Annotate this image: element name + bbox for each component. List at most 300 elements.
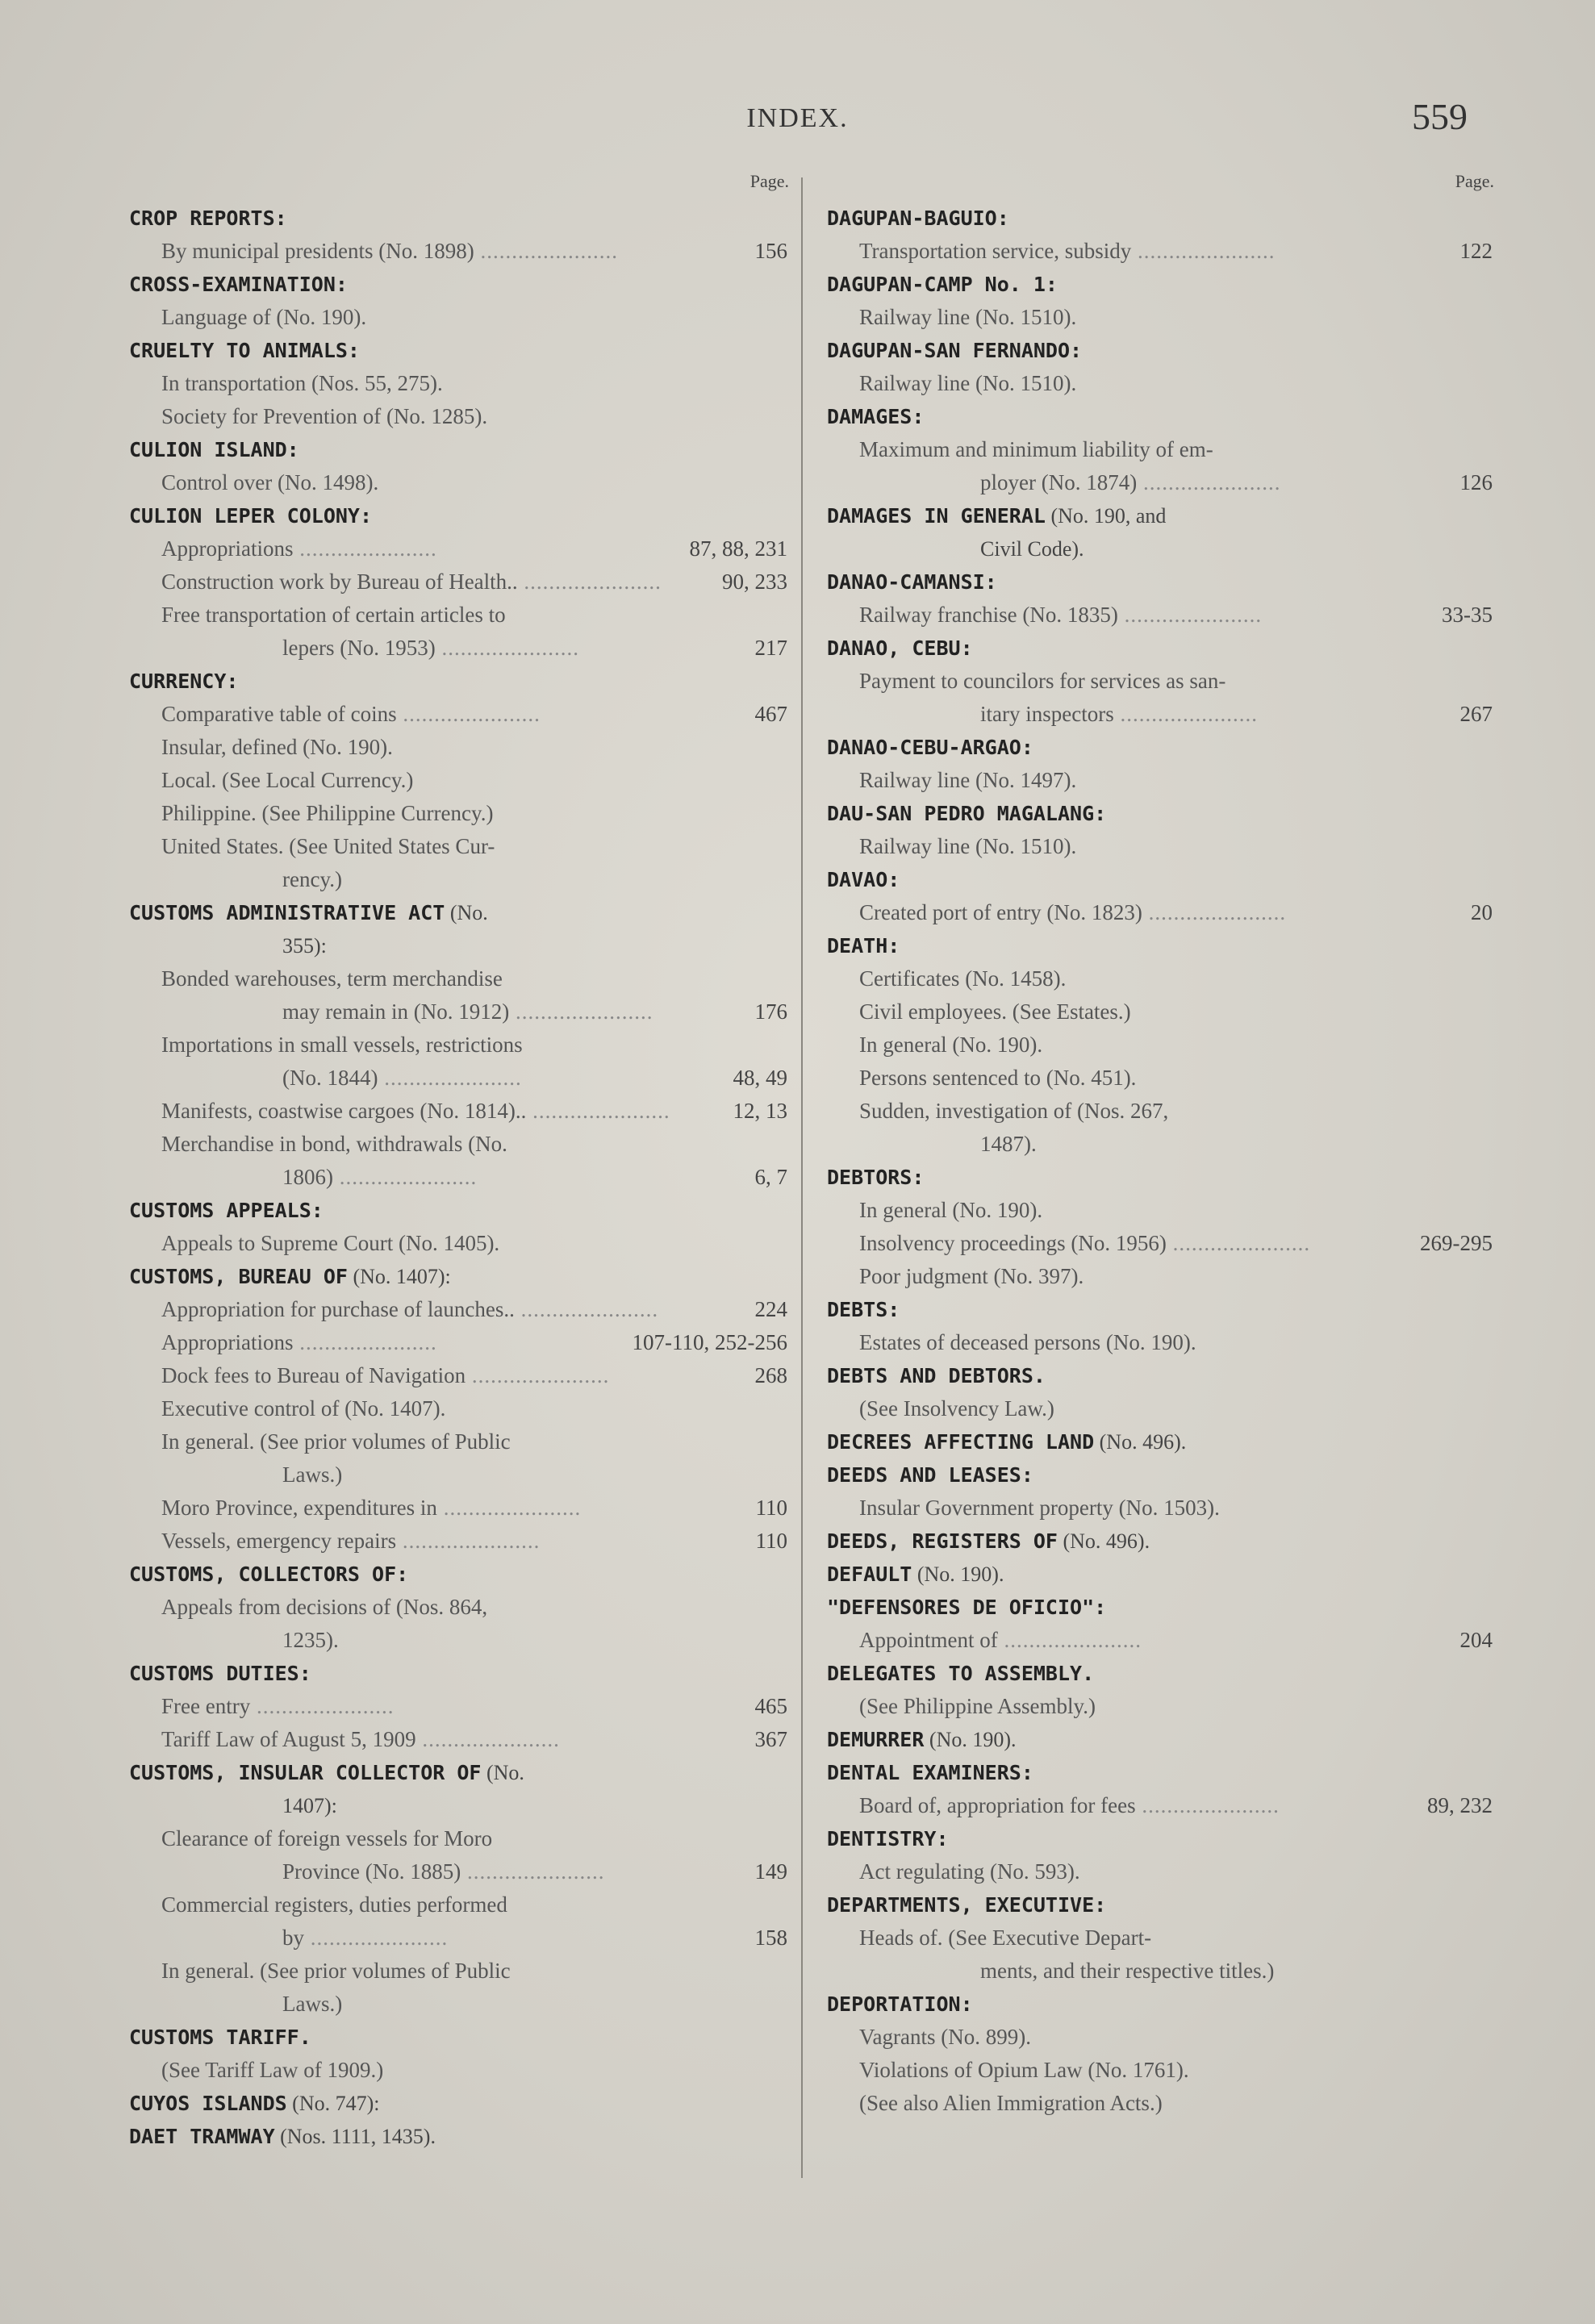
index-entry (827, 1756, 1509, 1822)
sub-entry-page: 89, 232 (1427, 1793, 1493, 1817)
index-entry (827, 268, 1509, 334)
sub-entry-line: Transportation service, subsidy ..... (859, 235, 1424, 268)
sub-entry (827, 1921, 1509, 1988)
sub-entry-line: In general. (See prior volumes of Public (161, 1959, 511, 1983)
index-entry (827, 632, 1509, 731)
sub-entry (129, 1425, 804, 1492)
index-entry (827, 1657, 1509, 1723)
index-entry (827, 863, 1509, 929)
sub-entry (827, 896, 1509, 929)
entry-heading (827, 334, 1509, 367)
sub-entry (129, 797, 804, 830)
sub-entry-line: Insolvency proceedings (No. 1956) ..... (859, 1227, 1424, 1260)
sub-entry-continuation: Province (No. 1885) ..... (161, 1855, 726, 1888)
index-entry (827, 1458, 1509, 1525)
sub-entry (129, 1227, 804, 1260)
sub-entry-line: Board of, appropriation for fees ..... (859, 1789, 1424, 1822)
sub-entry (827, 599, 1509, 632)
entry-heading (129, 1558, 804, 1591)
entry-heading-text: DEPORTATION: (827, 1992, 973, 2016)
entry-heading (827, 1657, 1509, 1690)
sub-entry (129, 731, 804, 764)
sub-entry-text (859, 665, 1424, 731)
sub-entry-line: Appeals from decisions of (Nos. 864, (161, 1595, 488, 1619)
index-entry (827, 731, 1509, 797)
entry-heading-text: DEBTS AND DEBTORS. (827, 1364, 1046, 1387)
sub-entry-text (859, 1260, 1472, 1293)
entry-heading (129, 2087, 804, 2120)
index-entry (129, 2021, 804, 2087)
sub-entry-text (859, 995, 1472, 1028)
sub-entry (129, 367, 804, 400)
index-entry (129, 268, 804, 334)
entry-heading-text: CULION LEPER COLONY: (129, 504, 373, 528)
index-entry (129, 1260, 804, 1558)
index-entry (827, 1558, 1509, 1591)
page-column-label: Page. (749, 171, 789, 191)
sub-entry-page: 217 (754, 636, 787, 660)
sub-entry (129, 2054, 804, 2087)
sub-entry-line: Construction work by Bureau of Health.. ..... (161, 565, 726, 599)
sub-entry (827, 1624, 1509, 1657)
sub-entry-continuation: rency.) (282, 867, 342, 891)
sub-entry (129, 1723, 804, 1756)
sub-entry (129, 1128, 804, 1194)
index-entry (129, 334, 804, 433)
sub-entry-page: 467 (754, 702, 787, 726)
left-entries (129, 202, 804, 2153)
entry-heading-text: DEPARTMENTS, EXECUTIVE: (827, 1893, 1107, 1917)
entry-heading-text: CURRENCY: (129, 670, 239, 693)
sub-entry (129, 1822, 804, 1888)
sub-entry-text (161, 1525, 726, 1558)
index-entry (129, 896, 804, 1194)
entry-heading (129, 1756, 804, 1789)
sub-entry-continuation: by ..... (161, 1921, 726, 1955)
sub-entry-page: 107-110, 252-256 (632, 1330, 787, 1354)
sub-entry (129, 1888, 804, 1955)
entry-heading (129, 202, 804, 235)
sub-entry (827, 1789, 1509, 1822)
sub-entry-line: Bonded warehouses, term merchandise (161, 966, 503, 991)
sub-entry-line: By municipal presidents (No. 1898) ..... (161, 235, 726, 268)
entry-heading (827, 1558, 1509, 1591)
sub-entry-line: Railway line (No. 1510). (859, 305, 1077, 329)
sub-entry-text (161, 1227, 775, 1260)
sub-entry-line: Violations of Opium Law (No. 1761). (859, 2058, 1189, 2082)
entry-heading-text: DEFAULT (827, 1563, 912, 1586)
sub-entry-continuation: itary inspectors ..... (859, 698, 1424, 731)
entry-heading-text: DEEDS, REGISTERS OF (827, 1529, 1058, 1553)
entry-heading-note: (No. 190, and (1045, 504, 1167, 528)
sub-entry-text (859, 830, 1472, 863)
index-entry (827, 1293, 1509, 1359)
sub-entry-line: Estates of deceased persons (No. 190). (859, 1330, 1196, 1354)
index-entry (827, 1425, 1509, 1458)
sub-entry-line: Poor judgment (No. 397). (859, 1264, 1084, 1288)
entry-heading (827, 565, 1509, 599)
entry-heading-text: DANAO-CAMANSI: (827, 570, 997, 594)
sub-entry-line: Tariff Law of August 5, 1909 ..... (161, 1723, 726, 1756)
sub-entry (827, 995, 1509, 1028)
sub-entry (827, 764, 1509, 797)
sub-entry (827, 1260, 1509, 1293)
sub-entry-text (161, 764, 775, 797)
sub-entry-continuation: ployer (No. 1874) ..... (859, 466, 1424, 499)
sub-entry-text (161, 2054, 775, 2087)
sub-entry-line: Manifests, coastwise cargoes (No. 1814).. ..... (161, 1095, 726, 1128)
sub-entry (129, 962, 804, 1028)
sub-entry-text (161, 1492, 726, 1525)
sub-entry-page: 176 (754, 999, 787, 1024)
sub-entry (129, 1326, 804, 1359)
sub-entry-page: 268 (754, 1363, 787, 1387)
sub-entry (827, 1062, 1509, 1095)
sub-entry-text (161, 1690, 726, 1723)
sub-entry-text (161, 1359, 726, 1392)
sub-entry (129, 532, 804, 565)
index-entry (129, 2087, 804, 2120)
index-entry (827, 565, 1509, 632)
index-entry (827, 929, 1509, 1161)
sub-entry-text (859, 1194, 1472, 1227)
sub-entry (129, 400, 804, 433)
sub-entry (827, 235, 1509, 268)
sub-entry-line: Executive control of (No. 1407). (161, 1396, 446, 1421)
sub-entry (129, 1028, 804, 1095)
sub-entry-line: Local. (See Local Currency.) (161, 768, 414, 792)
index-entry (827, 1359, 1509, 1425)
entry-heading (129, 2120, 804, 2153)
sub-entry-line: Philippine. (See Philippine Currency.) (161, 801, 494, 825)
sub-entry-continuation: 1235). (282, 1628, 339, 1652)
sub-entry-line: Certificates (No. 1458). (859, 966, 1067, 991)
entry-heading (129, 268, 804, 301)
sub-entry-text (161, 1723, 726, 1756)
sub-entry-text (161, 698, 726, 731)
sub-entry-text (859, 433, 1424, 499)
sub-entry (827, 1855, 1509, 1888)
entry-heading-note: (No. 190). (924, 1728, 1017, 1751)
sub-entry-text (161, 565, 726, 599)
sub-entry-line: Persons sentenced to (No. 451). (859, 1066, 1137, 1090)
entry-heading-text: CUSTOMS ADMINISTRATIVE ACT (129, 901, 445, 924)
entry-heading-text: CRUELTY TO ANIMALS: (129, 339, 360, 362)
sub-entry-text (859, 1227, 1424, 1260)
entry-heading-text: CULION ISLAND: (129, 438, 299, 461)
sub-entry-text (161, 1293, 726, 1326)
right-column (827, 171, 1509, 2120)
entry-heading (129, 665, 804, 698)
index-entry (827, 1161, 1509, 1293)
index-entry (827, 334, 1509, 400)
sub-entry-page: 122 (1459, 239, 1493, 263)
sub-entry-line: Maximum and minimum liability of em- (859, 437, 1213, 461)
sub-entry (129, 301, 804, 334)
sub-entry-text (161, 1955, 775, 2021)
sub-entry-line: Railway line (No. 1510). (859, 371, 1077, 395)
sub-entry-text (859, 1062, 1472, 1095)
sub-entry-text (161, 797, 775, 830)
sub-entry-continuation: Laws.) (282, 1462, 343, 1487)
entry-heading (827, 202, 1509, 235)
sub-entry (129, 830, 804, 896)
page-header-title: INDEX. (746, 103, 849, 133)
entry-heading-note: (No. (445, 901, 488, 924)
sub-entry-continuation: (No. 1844) ..... (161, 1062, 726, 1095)
sub-entry-page: 20 (1471, 900, 1493, 924)
entry-heading-text: "DEFENSORES DE OFICIO": (827, 1596, 1107, 1619)
sub-entry-text (161, 1392, 775, 1425)
sub-entry-text (161, 1028, 726, 1095)
sub-entry-text (161, 1591, 775, 1657)
sub-entry (129, 1955, 804, 2021)
page-number: 559 (1412, 96, 1468, 137)
sub-entry-text (859, 1028, 1472, 1062)
sub-entry (827, 665, 1509, 731)
sub-entry-text (859, 1095, 1472, 1161)
sub-entry-page: 48, 49 (733, 1066, 787, 1090)
entry-heading (827, 499, 1509, 532)
entry-heading-text: DAGUPAN-SAN FERNANDO: (827, 339, 1083, 362)
entry-heading-note: (No. 496). (1094, 1430, 1187, 1454)
index-entry (129, 499, 804, 665)
sub-entry-line: Railway line (No. 1497). (859, 768, 1077, 792)
entry-heading (129, 1194, 804, 1227)
entry-heading-text: DAGUPAN-BAGUIO: (827, 207, 1009, 230)
sub-entry-line: Railway franchise (No. 1835) ..... (859, 599, 1424, 632)
entry-heading-text: DAVAO: (827, 868, 900, 891)
sub-entry-line: Comparative table of coins ..... (161, 698, 726, 731)
entry-heading-text: DEATH: (827, 934, 900, 958)
entry-heading-text: DAMAGES IN GENERAL (827, 504, 1046, 528)
sub-entry (827, 962, 1509, 995)
sub-entry (129, 1095, 804, 1128)
sub-entry (827, 1194, 1509, 1227)
entry-heading-text: DEBTS: (827, 1298, 900, 1321)
sub-entry-text (161, 301, 775, 334)
sub-entry-text (859, 764, 1472, 797)
sub-entry (827, 1028, 1509, 1062)
index-entry (827, 202, 1509, 268)
sub-entry-text (859, 367, 1472, 400)
index-entry (827, 499, 1509, 565)
sub-entry (827, 1392, 1509, 1425)
sub-entry-text (161, 367, 775, 400)
sub-entry-line: Railway line (No. 1510). (859, 834, 1077, 858)
sub-entry (129, 1591, 804, 1657)
index-entry (129, 433, 804, 499)
index-entry (129, 1657, 804, 1756)
entry-heading-text: DAU-SAN PEDRO MAGALANG: (827, 802, 1107, 825)
sub-entry-line: Importations in small vessels, restrictions (161, 1033, 523, 1057)
sub-entry-line: (See Tariff Law of 1909.) (161, 2058, 384, 2082)
sub-entry-line: Appropriations ..... (161, 532, 726, 565)
entry-heading-text: DAMAGES: (827, 405, 925, 428)
sub-entry (827, 367, 1509, 400)
index-entry (827, 797, 1509, 863)
sub-entry (129, 235, 804, 268)
sub-entry-page: 33-35 (1442, 603, 1493, 627)
sub-entry (129, 599, 804, 665)
entry-heading (827, 1161, 1509, 1194)
sub-entry (827, 2054, 1509, 2087)
sub-entry-page: 90, 233 (722, 570, 787, 594)
sub-entry-line: Vessels, emergency repairs ..... (161, 1525, 726, 1558)
entry-heading-continuation: 355): (282, 934, 327, 958)
sub-entry (827, 301, 1509, 334)
sub-entry-line: Vagrants (No. 899). (859, 2025, 1031, 2049)
sub-entry-line: (See Philippine Assembly.) (859, 1694, 1096, 1718)
sub-entry (129, 1392, 804, 1425)
sub-entry-continuation: 1806) ..... (161, 1161, 726, 1194)
sub-entry-text (859, 1624, 1424, 1657)
sub-entry (129, 1359, 804, 1392)
sub-entry-line: United States. (See United States Cur- (161, 834, 495, 858)
entry-heading (827, 1359, 1509, 1392)
entry-heading-note: (No. 190). (912, 1563, 1004, 1586)
entry-heading (129, 499, 804, 532)
entry-heading (827, 1988, 1509, 2021)
sub-entry (129, 1293, 804, 1326)
entry-heading (827, 400, 1509, 433)
sub-entry (827, 1227, 1509, 1260)
sub-entry-text (161, 1822, 726, 1888)
sub-entry-continuation: 1487). (980, 1132, 1037, 1156)
sub-entry-line: Appointment of ..... (859, 1624, 1424, 1657)
sub-entry-page: 87, 88, 231 (689, 536, 787, 561)
sub-entry (827, 2021, 1509, 2054)
index-entry (129, 202, 804, 268)
sub-entry (827, 1492, 1509, 1525)
sub-entry (129, 1690, 804, 1723)
sub-entry-text (161, 532, 726, 565)
sub-entry-text (859, 1789, 1424, 1822)
entry-heading (827, 1458, 1509, 1492)
index-entry (827, 1525, 1509, 1558)
sub-entry-line: Free entry ..... (161, 1690, 726, 1723)
sub-entry-text (859, 2087, 1472, 2120)
sub-entry-text (859, 599, 1424, 632)
sub-entry-text (161, 962, 726, 1028)
sub-entry-text (161, 1425, 775, 1492)
sub-entry (129, 1525, 804, 1558)
sub-entry-page: 110 (755, 1529, 787, 1553)
sub-entry-line: (See Insolvency Law.) (859, 1396, 1054, 1421)
sub-entry-line: Merchandise in bond, withdrawals (No. (161, 1132, 507, 1156)
sub-entry-continuation: ments, and their respective titles.) (980, 1959, 1275, 1983)
sub-entry-line: In general (No. 190). (859, 1033, 1043, 1057)
entry-heading (129, 1260, 804, 1293)
sub-entry-line: Created port of entry (No. 1823) ..... (859, 896, 1424, 929)
entry-heading (827, 929, 1509, 962)
entry-heading (827, 1888, 1509, 1921)
sub-entry-line: Clearance of foreign vessels for Moro (161, 1826, 493, 1850)
left-column (129, 171, 804, 2153)
sub-entry-line: Appropriations ..... (161, 1326, 726, 1359)
index-entry (827, 1723, 1509, 1756)
entry-heading-text: CUSTOMS TARIFF. (129, 2026, 311, 2049)
entry-heading (827, 1822, 1509, 1855)
sub-entry-text (859, 962, 1472, 995)
sub-entry-line: Act regulating (No. 593). (859, 1859, 1080, 1884)
entry-heading-note: (No. 496). (1057, 1529, 1150, 1553)
sub-entry-text (161, 1888, 726, 1955)
sub-entry-text (859, 235, 1424, 268)
sub-entry-text (161, 235, 726, 268)
entry-heading-text: DANAO-CEBU-ARGAO: (827, 736, 1033, 759)
sub-entry-page: 267 (1459, 702, 1493, 726)
sub-entry-text (859, 1690, 1472, 1723)
entry-heading-note: (Nos. 1111, 1435). (274, 2125, 436, 2148)
sub-entry-line: Heads of. (See Executive Depart- (859, 1926, 1152, 1950)
index-entry (129, 1558, 804, 1657)
sub-entry-text (859, 1855, 1472, 1888)
entry-heading-text: DECREES AFFECTING LAND (827, 1430, 1095, 1454)
entry-heading-text: CUSTOMS DUTIES: (129, 1662, 311, 1685)
index-entry (827, 1888, 1509, 1988)
sub-entry-text (161, 400, 775, 433)
sub-entry-text (859, 1492, 1472, 1525)
sub-entry-line: Dock fees to Bureau of Navigation ..... (161, 1359, 726, 1392)
entry-heading (827, 1591, 1509, 1624)
entry-heading-text: CROP REPORTS: (129, 207, 287, 230)
sub-entry-line: Language of (No. 190). (161, 305, 367, 329)
sub-entry-line: Insular Government property (No. 1503). (859, 1496, 1220, 1520)
sub-entry (827, 830, 1509, 863)
sub-entry-text (859, 896, 1424, 929)
sub-entry-page: 465 (754, 1694, 787, 1718)
sub-entry-page: 110 (755, 1496, 787, 1520)
sub-entry-text (859, 2054, 1472, 2087)
entry-heading-text: DEMURRER (827, 1728, 925, 1751)
sub-entry-page: 12, 13 (733, 1099, 787, 1123)
sub-entry-text (859, 1392, 1472, 1425)
entry-heading (129, 433, 804, 466)
sub-entry-line: Sudden, investigation of (Nos. 267, (859, 1099, 1169, 1123)
sub-entry (129, 764, 804, 797)
index-entry (827, 1988, 1509, 2120)
sub-entry-continuation: lepers (No. 1953) ..... (161, 632, 726, 665)
entry-heading-text: CUYOS ISLANDS (129, 2092, 287, 2115)
entry-heading (827, 731, 1509, 764)
entry-heading (827, 1293, 1509, 1326)
entry-heading (129, 2021, 804, 2054)
entry-heading (827, 863, 1509, 896)
index-entry (129, 1194, 804, 1260)
sub-entry-line: Control over (No. 1498). (161, 470, 379, 494)
sub-entry-text (859, 1326, 1472, 1359)
entry-heading (827, 1425, 1509, 1458)
index-entry (827, 1591, 1509, 1657)
entry-heading-text: DENTISTRY: (827, 1827, 949, 1850)
page-column-label: Page. (1455, 171, 1494, 191)
sub-entry (827, 433, 1509, 499)
sub-entry (129, 466, 804, 499)
sub-entry-text (161, 731, 775, 764)
entry-heading-note: (No. 747): (286, 2092, 380, 2115)
index-entry (129, 1756, 804, 2021)
sub-entry-page: 269-295 (1420, 1231, 1493, 1255)
entry-heading-text: CROSS-EXAMINATION: (129, 273, 348, 296)
sub-entry-text (859, 1921, 1472, 1988)
entry-heading (827, 1525, 1509, 1558)
sub-entry (129, 698, 804, 731)
sub-entry-page: 158 (754, 1926, 787, 1950)
sub-entry-line: Moro Province, expenditures in ..... (161, 1492, 726, 1525)
sub-entry-text (859, 301, 1472, 334)
sub-entry-text (161, 1128, 726, 1194)
